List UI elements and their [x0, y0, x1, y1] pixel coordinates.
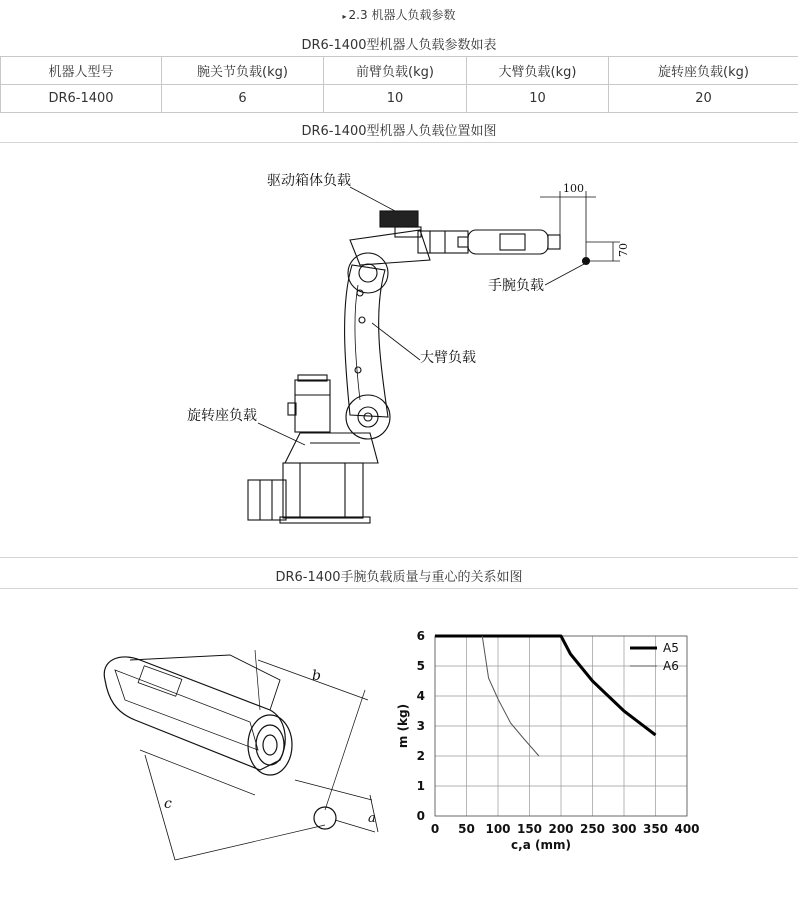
table-cell: 20	[609, 85, 798, 113]
section-title: 2.3 机器人负载参数	[348, 8, 456, 22]
base-motor	[248, 480, 286, 520]
label-a: a	[368, 811, 376, 826]
elbow-joint	[348, 253, 388, 293]
series-line-a5	[435, 636, 656, 735]
load-table	[0, 56, 798, 113]
chart-legend	[630, 641, 679, 673]
label-wrist: 手腕负载	[488, 278, 544, 294]
x-tick-label: 50	[458, 822, 475, 836]
load-curve-chart	[395, 600, 715, 870]
legend-label: A6	[663, 659, 679, 673]
y-tick-label: 5	[416, 659, 425, 673]
table-row	[1, 85, 798, 113]
y-tick-label: 2	[416, 749, 425, 763]
header-cell: 大臂负载(kg)	[467, 57, 609, 85]
table-cell: 6	[162, 85, 324, 113]
x-tick-label: 250	[579, 822, 606, 836]
y-axis-label: m (kg)	[396, 703, 410, 749]
dim-vertical: 70	[617, 243, 630, 257]
chart-ticks	[417, 629, 700, 836]
chart-grid	[435, 636, 687, 816]
table-caption: DR6-1400型机器人负载参数如表	[301, 38, 497, 53]
label-c: c	[164, 796, 172, 812]
header-cell: 机器人型号	[1, 57, 162, 85]
table-header-row	[1, 57, 798, 85]
robot-load-diagram	[0, 145, 798, 555]
axis2-motor	[295, 380, 330, 432]
divider	[0, 588, 798, 589]
x-tick-label: 400	[674, 822, 700, 836]
label-drive-box: 驱动箱体负载	[267, 173, 351, 189]
wrist-body	[104, 657, 285, 770]
base-cabinet	[283, 463, 363, 518]
legend-label: A5	[663, 641, 679, 655]
triangle-icon: ▸	[342, 12, 347, 21]
table-cell: 10	[324, 85, 467, 113]
figure1-caption: DR6-1400型机器人负载位置如图	[301, 124, 497, 139]
table-cell: 10	[467, 85, 609, 113]
y-tick-label: 1	[416, 779, 425, 793]
drive-box	[380, 211, 418, 227]
header-cell: 旋转座负载(kg)	[609, 57, 798, 85]
x-tick-label: 300	[611, 822, 637, 836]
y-tick-label: 4	[416, 689, 425, 703]
y-tick-label: 0	[416, 809, 425, 823]
header-cell: 前臂负载(kg)	[324, 57, 467, 85]
label-base: 旋转座负载	[187, 408, 257, 424]
header-cell: 腕关节负载(kg)	[162, 57, 324, 85]
label-big-arm: 大臂负载	[420, 350, 476, 366]
figure2-caption: DR6-1400手腕负载质量与重心的关系如图	[275, 570, 523, 585]
table-cell: DR6-1400	[1, 85, 162, 113]
divider	[0, 142, 798, 143]
wrist-dimension-diagram	[80, 600, 410, 890]
load-center	[314, 807, 336, 829]
x-tick-label: 200	[548, 822, 574, 836]
y-tick-label: 6	[416, 629, 425, 643]
rotating-seat	[285, 433, 378, 463]
x-tick-label: 150	[516, 822, 543, 836]
x-tick-label: 350	[642, 822, 669, 836]
y-tick-label: 3	[416, 719, 425, 733]
label-b: b	[312, 668, 321, 684]
x-tick-label: 100	[485, 822, 511, 836]
divider	[0, 557, 798, 558]
x-tick-label: 0	[430, 822, 440, 836]
x-axis-label: c,a (mm)	[511, 838, 571, 852]
dim-horizontal: 100	[563, 182, 584, 195]
section-heading	[0, 6, 798, 23]
